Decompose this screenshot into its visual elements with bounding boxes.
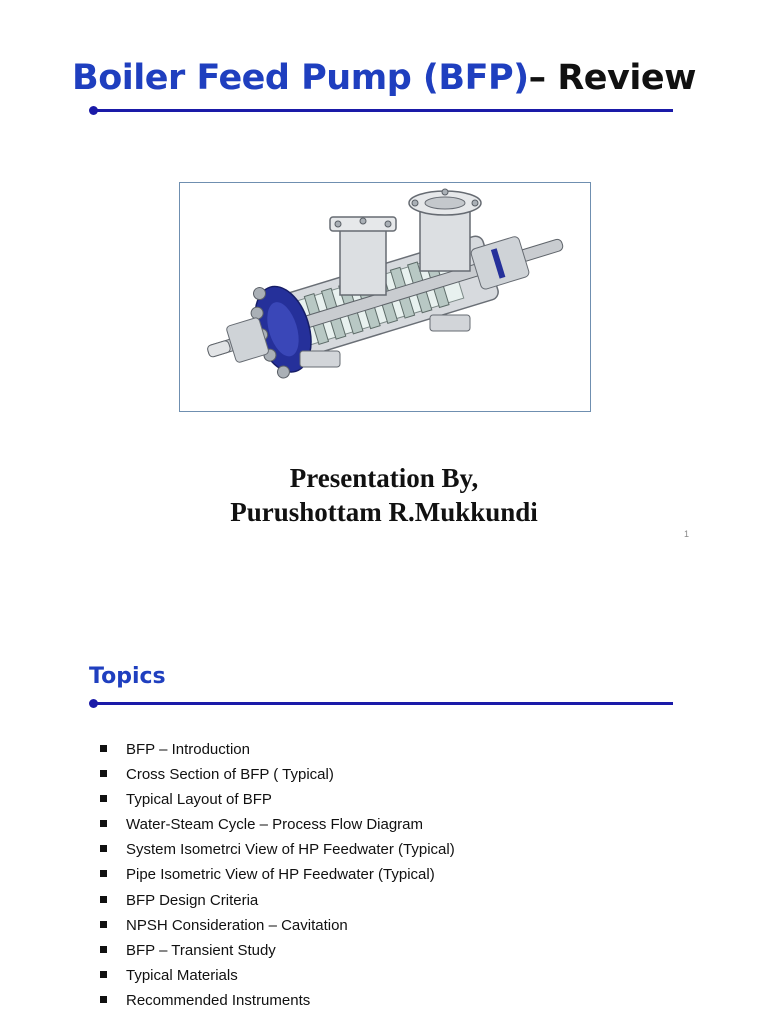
topic-text: Cross Section of BFP ( Typical) (126, 766, 334, 784)
topic-text: NPSH Consideration – Cavitation (126, 916, 348, 934)
topic-item (100, 913, 455, 938)
topic-item (100, 938, 455, 963)
topic-item (100, 812, 455, 837)
topic-item (100, 787, 455, 812)
presenter-block (0, 461, 768, 529)
topic-item (100, 888, 455, 913)
topic-text: BFP – Introduction (126, 741, 250, 758)
square-bullet-icon (100, 896, 107, 903)
square-bullet-icon (100, 745, 107, 752)
square-bullet-icon (100, 946, 107, 953)
square-bullet-icon (100, 870, 107, 877)
presenter-name: Purushottam R.Mukkundi (230, 497, 538, 527)
square-bullet-icon (100, 921, 107, 928)
topic-text: Typical Layout of BFP (126, 791, 272, 809)
pump-cross-section-image (179, 182, 591, 412)
page-number: 1 (684, 529, 690, 539)
topic-text: System Isometrci View of HP Feedwater (Typical) (126, 841, 455, 859)
topic-text: BFP Design Criteria (126, 891, 259, 909)
title-blue-part: Boiler Feed Pump (BFP) (72, 58, 529, 98)
topic-item (100, 988, 455, 1013)
square-bullet-icon (100, 770, 107, 777)
topic-item (100, 837, 455, 862)
topic-text: Pipe Isometric View of HP Feedwater (Typical) (126, 866, 435, 884)
square-bullet-icon (100, 971, 107, 978)
slide-title-heading (0, 58, 768, 98)
topics-list (100, 737, 455, 1013)
underline-dot (89, 699, 98, 708)
square-bullet-icon (100, 996, 107, 1003)
square-bullet-icon (100, 845, 107, 852)
topic-text: Water-Steam Cycle – Process Flow Diagram (126, 816, 424, 834)
topics-underline (93, 702, 673, 705)
square-bullet-icon (100, 795, 107, 802)
underline-dot (89, 106, 98, 115)
topic-item (100, 762, 455, 787)
topic-text: Typical Materials (126, 966, 238, 984)
presenter-line-1: Presentation By, (289, 463, 479, 493)
topics-heading: Topics (89, 664, 166, 689)
topic-item (100, 963, 455, 988)
pump-illustration (180, 183, 590, 411)
topic-item (100, 862, 455, 887)
title-underline (93, 109, 673, 112)
topic-text: Recommended Instruments (126, 991, 311, 1009)
square-bullet-icon (100, 820, 107, 827)
topic-item (100, 737, 455, 762)
slide-topics (0, 640, 768, 1024)
title-black-part: – Review (528, 58, 696, 98)
topic-text: BFP – Transient Study (126, 941, 276, 959)
